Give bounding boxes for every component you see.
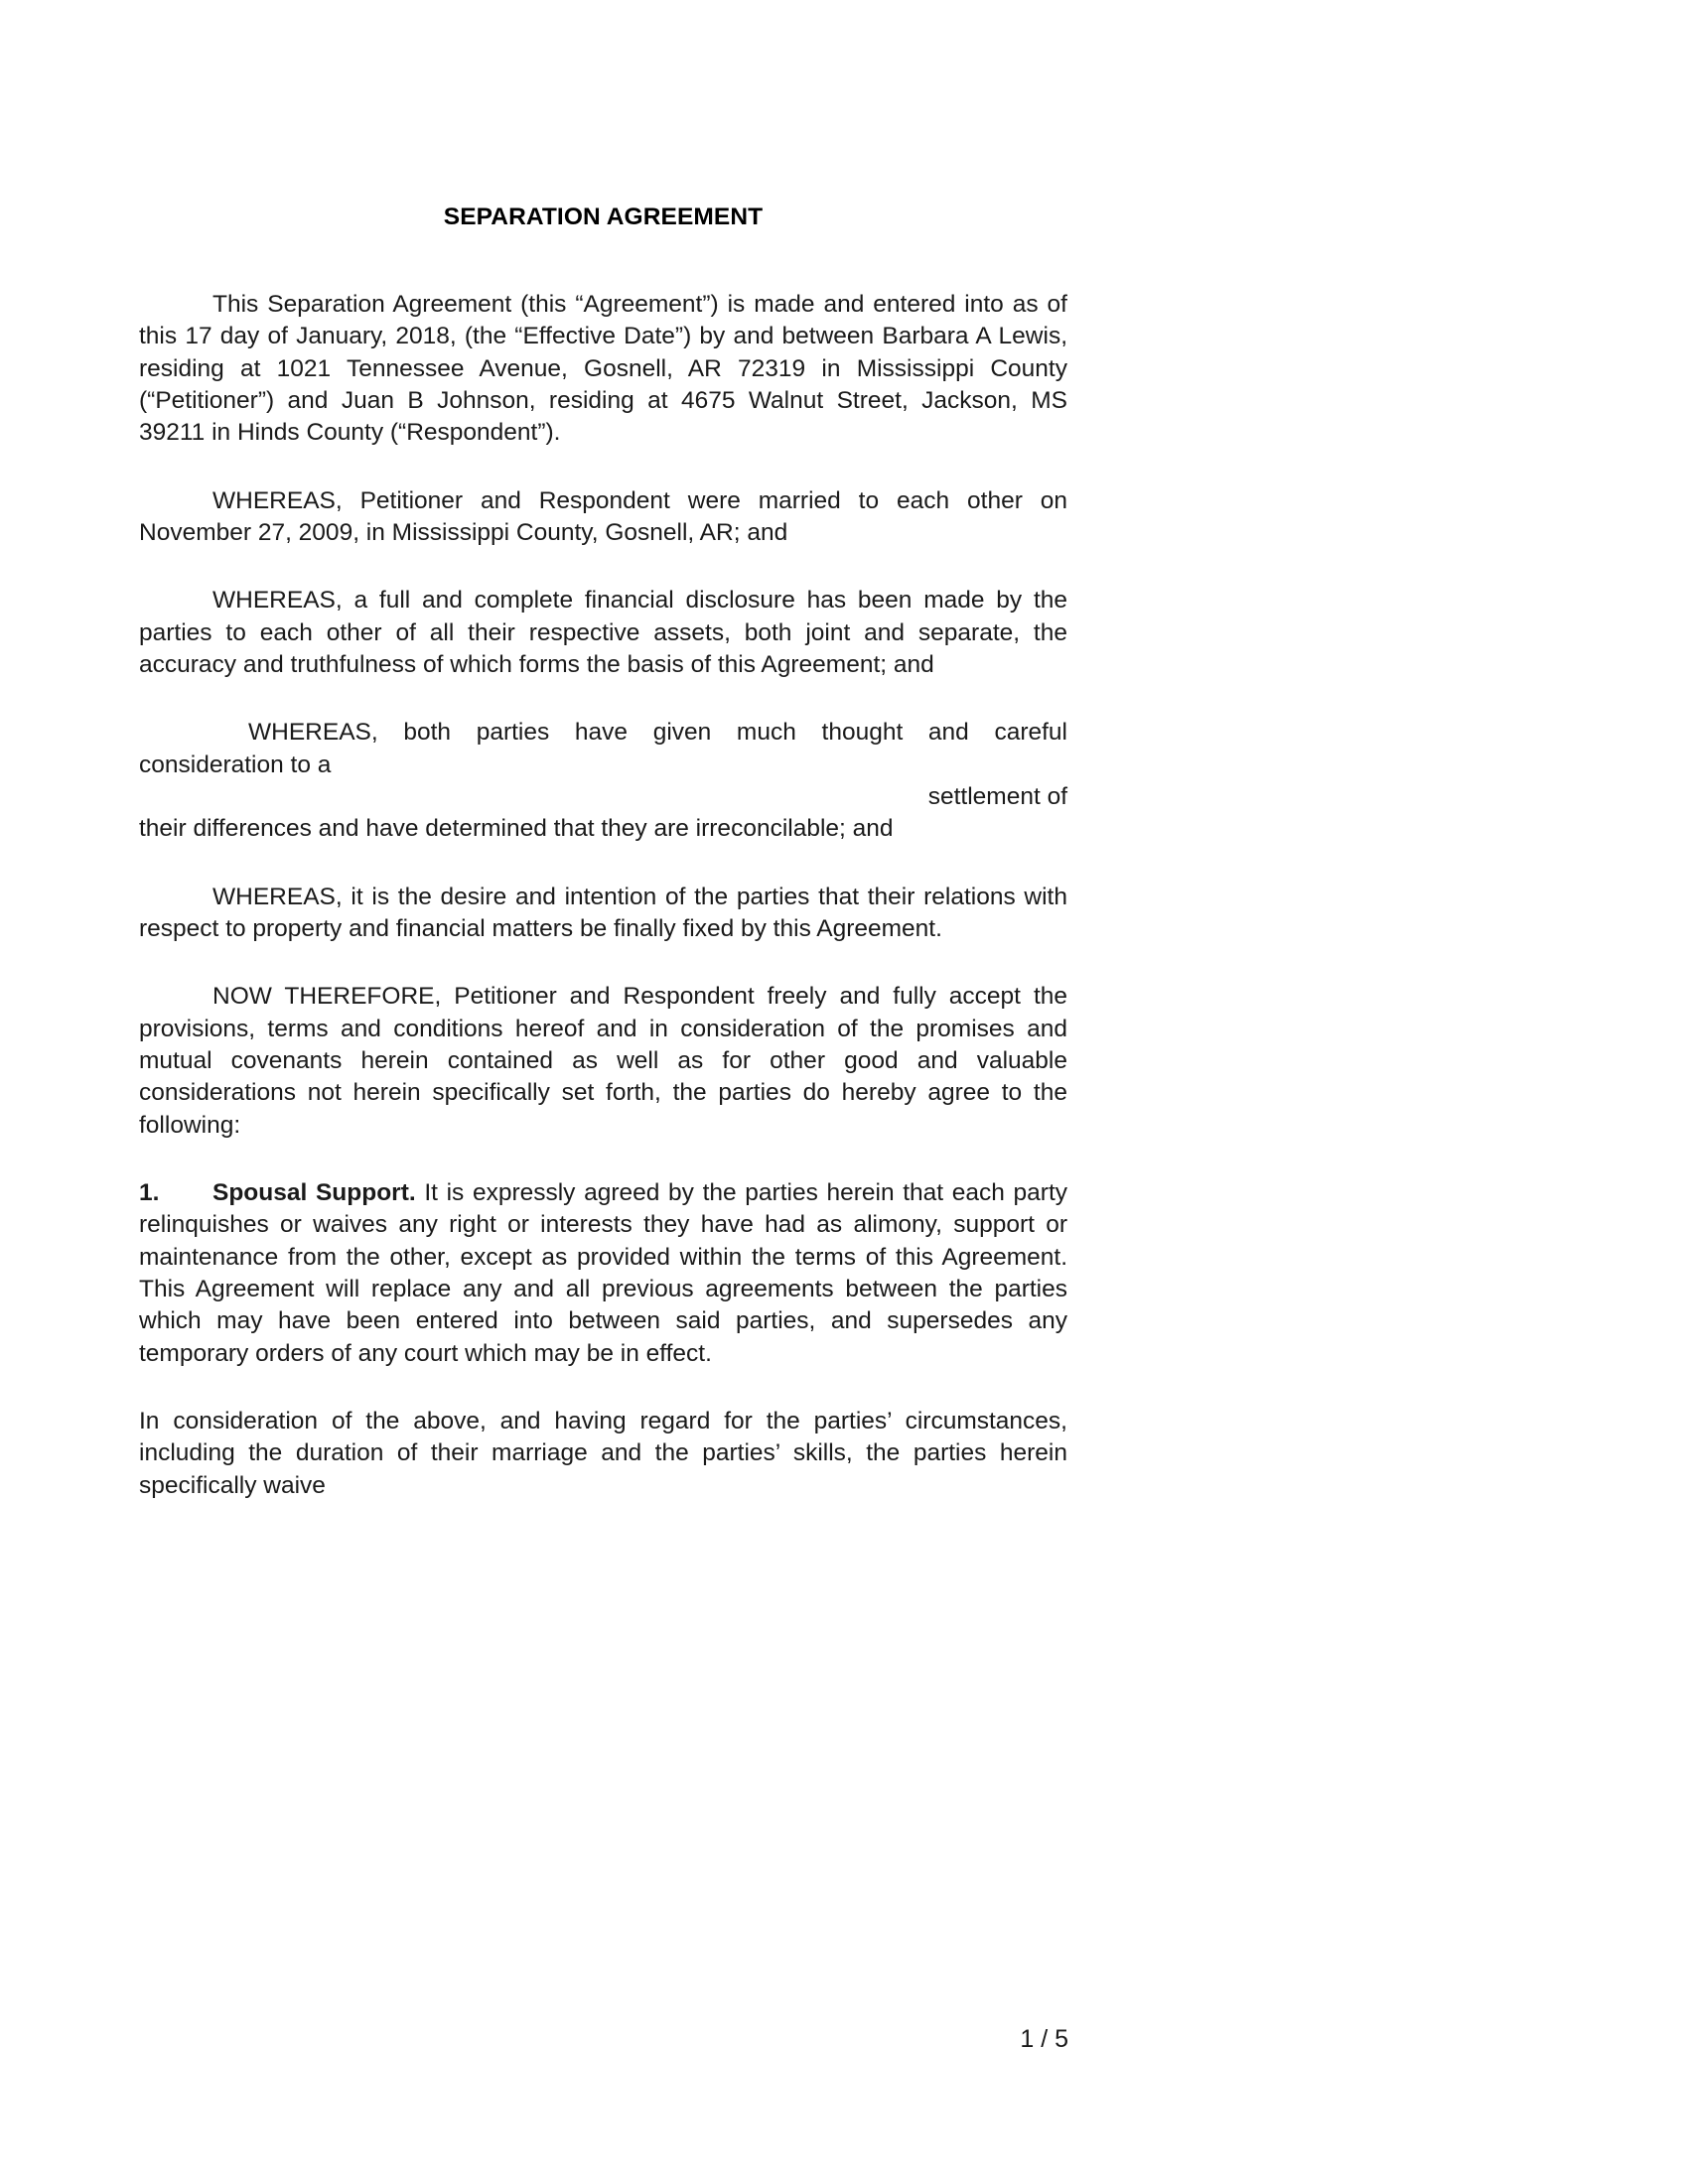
paragraph-consideration: In consideration of the above, and having regard for the parties’ circumstances, including the duration of their marriage and the parties’ skills, the parties herein specifically waive xyxy=(139,1407,1067,1499)
spacer xyxy=(139,681,1067,717)
spacer xyxy=(139,846,1067,882)
document-content xyxy=(139,0,1067,1502)
spacer xyxy=(139,549,1067,585)
section-number: 1. xyxy=(139,1178,160,1206)
spacer xyxy=(139,1142,1067,1177)
paragraph-intro: This Separation Agreement (this “Agreement”) is made and entered into as of this 17 day of January, 2018, (the “Effective Date”) by and between Barbara A Lewis, residing at 1021 Tennessee Avenue, Gosnell, AR 72319 in Mississippi County (“Petitioner”) and Juan B Johnson, residing at 4675 Walnut Street, Jackson, MS 39211 in Hinds County (“Respondent”). xyxy=(139,291,1067,447)
page-number-indicator: 1 / 5 xyxy=(1020,2025,1068,2053)
spacer xyxy=(139,945,1067,981)
paragraph-whereas-disclosure: WHEREAS, a full and complete financial disclosure has been made by the parties to each other of all their respective assets, both joint and separate, the accuracy and truthfulness of which forms the basis of this Agreement; and xyxy=(139,587,1067,678)
page-title: SEPARATION AGREEMENT xyxy=(443,204,764,230)
spacer xyxy=(139,450,1067,485)
paragraph-whereas-thought-line3: their differences and have determined that they are irreconcilable; and xyxy=(139,815,894,843)
paragraph-now-therefore: NOW THEREFORE, Petitioner and Respondent freely and fully accept the provisions, terms and conditions hereof and in consideration of the promises and mutual covenants herein contained as well as for other good and valuable considerations not herein specifically set forth, the parties do hereby agree to the following: xyxy=(139,983,1067,1139)
paragraph-whereas-thought-line2: settlement of xyxy=(927,782,1067,810)
section-title: Spousal Support. xyxy=(212,1178,416,1206)
paragraph-whereas-thought-line1: WHEREAS, both parties have given much thought and careful consideration to a xyxy=(139,719,1067,778)
spacer xyxy=(139,1370,1067,1406)
section-one xyxy=(139,1177,1067,1370)
section-body: It is expressly agreed by the parties herein that each party relinquishes or waives any right or interests they have had as alimony, support or maintenance from the other, except as provided within the terms of this Agreement. This Agreement will replace any and all previous agreements between the parties which may have been entered into between said parties, and supersedes any temporary orders of any court which may be in effect. xyxy=(139,1178,1068,1367)
paragraph-whereas-desire: WHEREAS, it is the desire and intention of the parties that their relations with respect to property and financial matters be finally fixed by this Agreement. xyxy=(139,883,1067,942)
spacer xyxy=(139,231,1067,289)
paragraph-whereas-married: WHEREAS, Petitioner and Respondent were married to each other on November 27, 2009, in Mississippi County, Gosnell, AR; and xyxy=(139,486,1067,546)
